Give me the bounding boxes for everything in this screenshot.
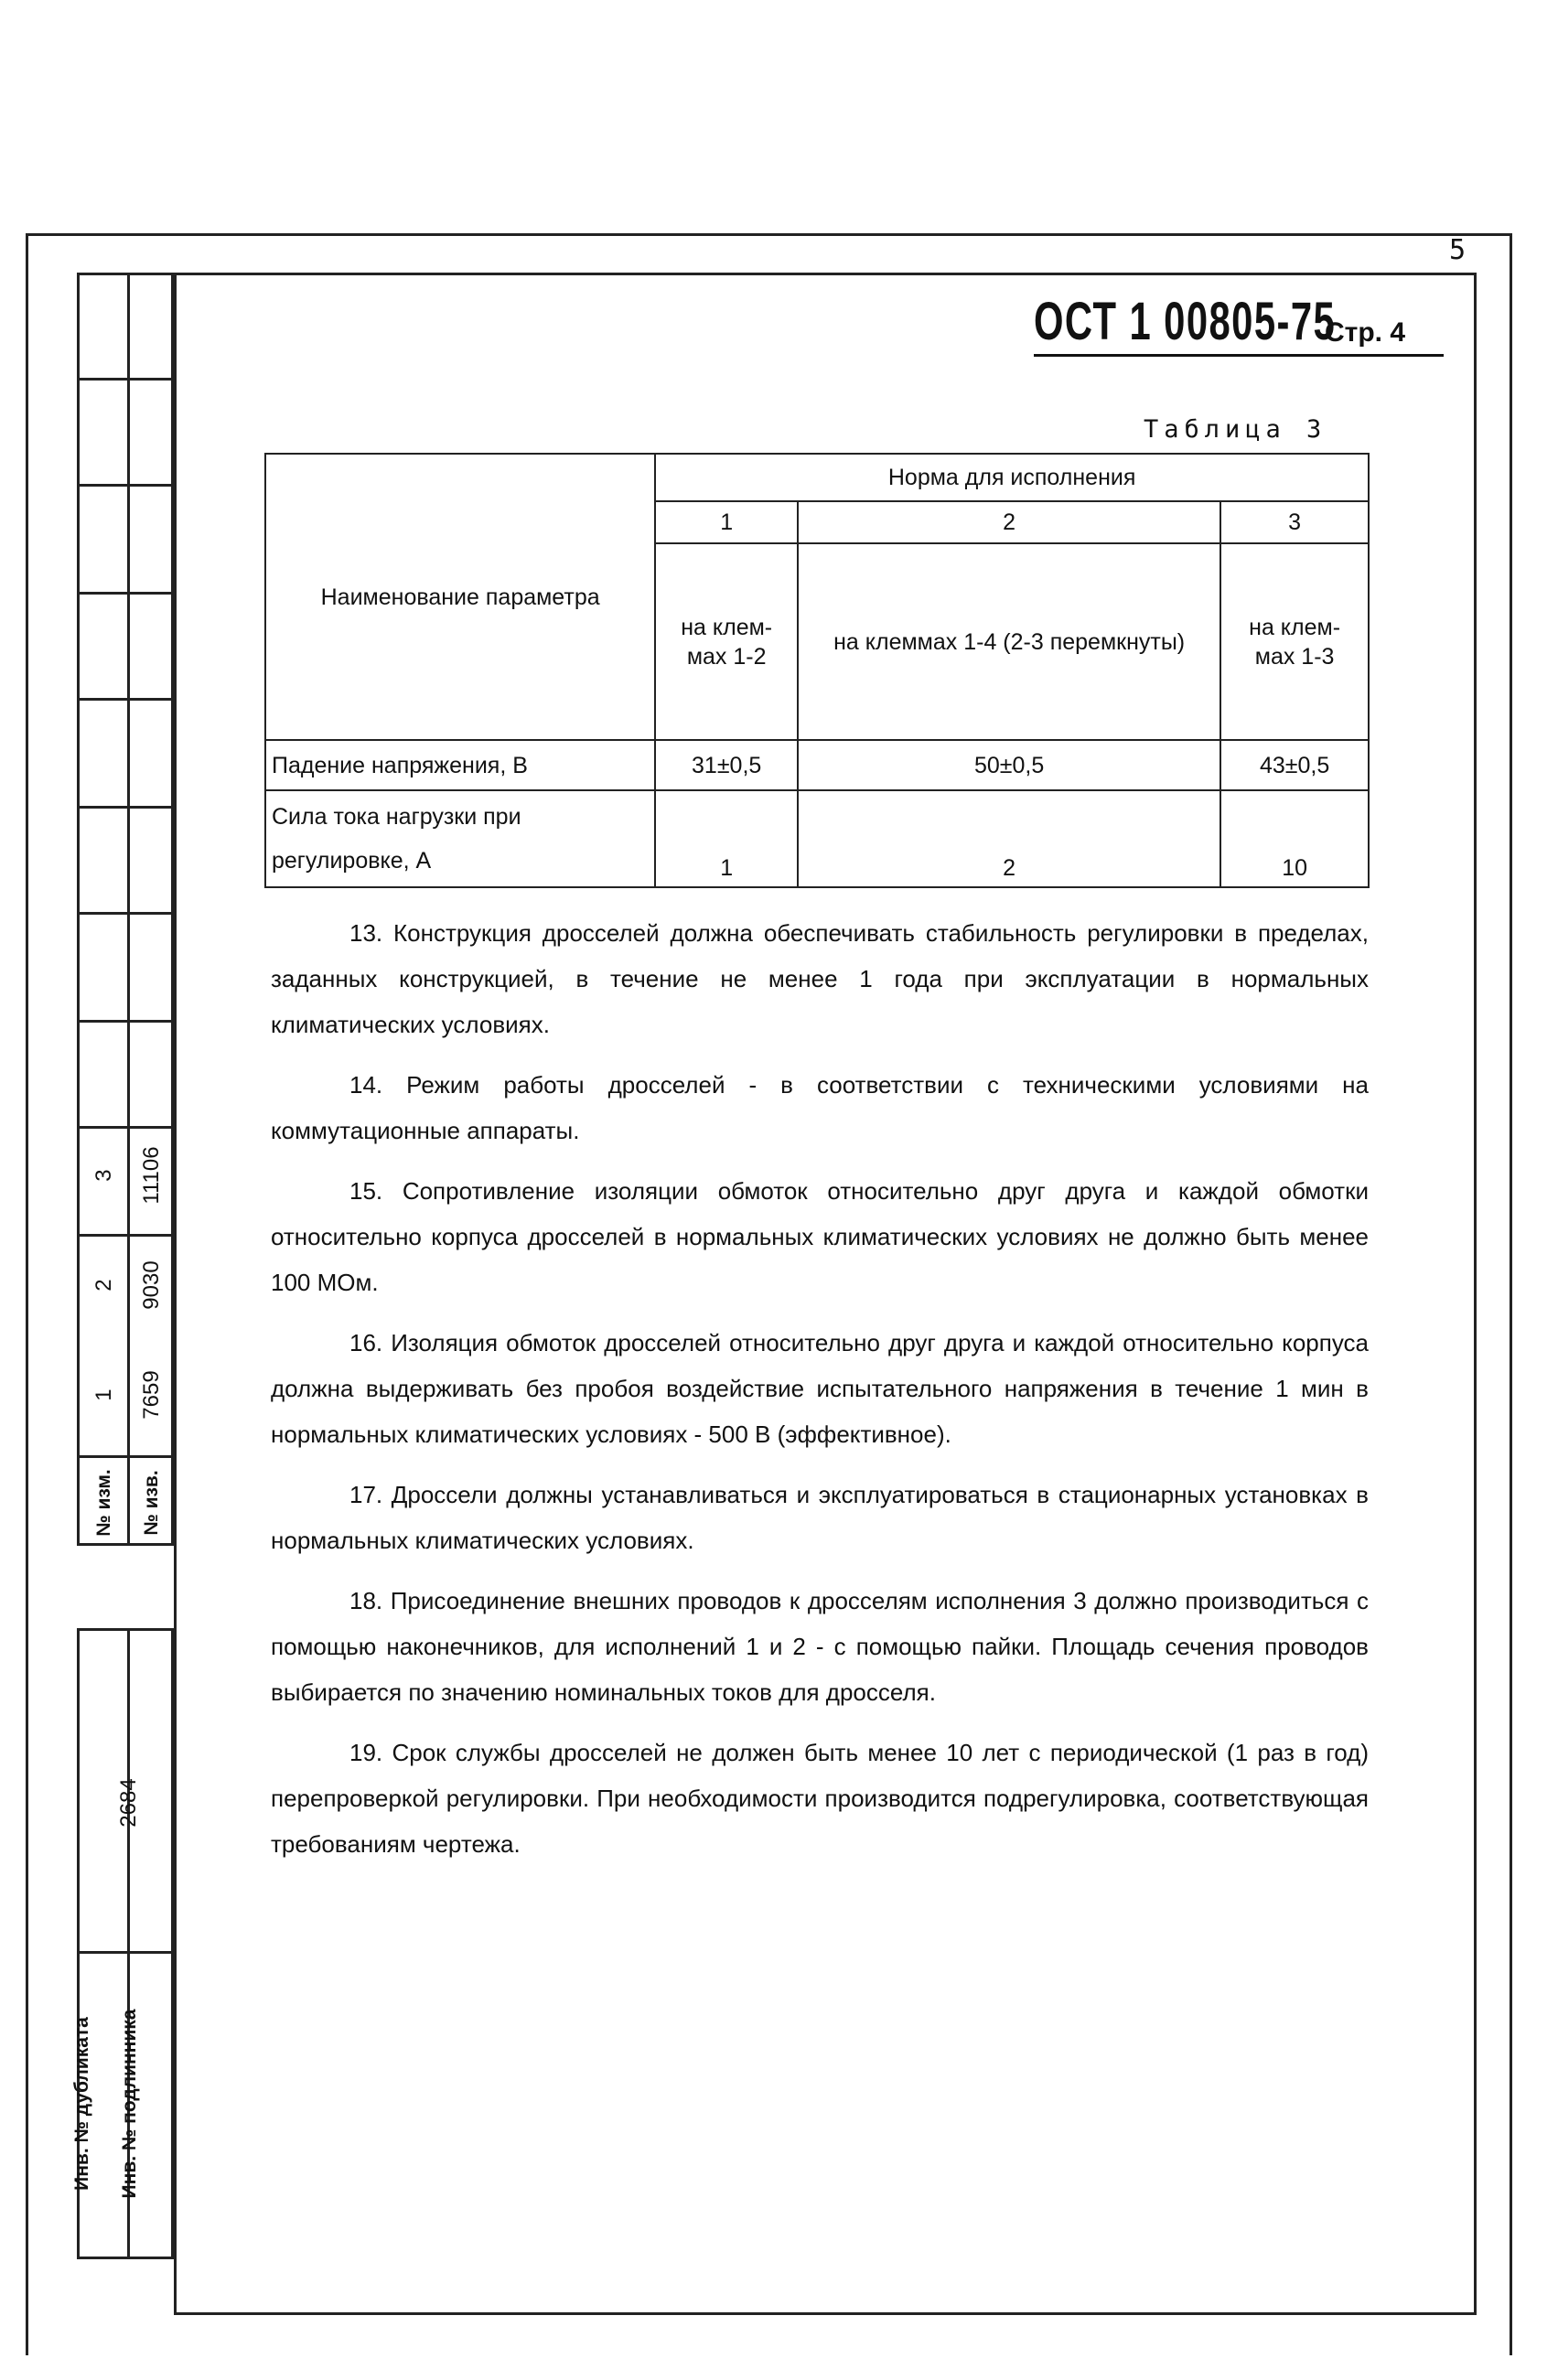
paragraph-13: 13. Конструкция дросселей должна обеспечивать стабильность регулировки в пределах, заданных конструкцией, в течение не менее 1 года при эксплуатации в нормальных климатических условиях. [271, 919, 1369, 1038]
notice-number-3: 11106 [139, 1146, 164, 1205]
row-name: Сила тока нагрузки при регулировке, А [265, 790, 655, 887]
row-value: 50±0,5 [798, 740, 1220, 790]
paragraph-15: 15. Сопротивление изоляции обмоток относительно друг друга и каждой обмотки относительно корпуса дросселей в нормальных климатических условиях не должно быть менее 100 МОм. [271, 1177, 1369, 1296]
page-number: 5 [1449, 234, 1467, 266]
exec-number-2: 2 [798, 501, 1220, 543]
change-number-3: 3 [91, 1169, 116, 1182]
change-number-2: 2 [91, 1279, 116, 1292]
standard-code: ОСТ 1 00805-75 [1034, 292, 1337, 351]
change-number-label: № изм. [93, 1469, 114, 1537]
paragraph-16: 16. Изоляция обмоток дросселей относительно друг друга и каждой относительно корпуса должна выдерживать без пробоя воздействие испытательного напряжения в течение 1 мин в нормальных климатических условиях - 500 В (эффективное). [271, 1329, 1369, 1448]
table-row [265, 790, 1369, 887]
paragraph-17: 17. Дроссели должны устанавливаться и эксплуатироваться в стационарных установках в нормальных климатических условиях. [271, 1481, 1369, 1554]
document-header [1034, 291, 1444, 357]
norm-header: Норма для исполнения [655, 454, 1369, 501]
notice-number-label: № изв. [141, 1470, 162, 1536]
stamp-inventory [71, 1628, 174, 2259]
notice-number-2: 9030 [139, 1260, 164, 1310]
paragraph-19: 19. Срок службы дросселей не должен быть менее 10 лет с периодической (1 раз в год) перепроверкой регулировки. При необходимости производится подрегулировка, соответствующая требованиям чертежа. [271, 1739, 1369, 1858]
row-name: Падение напряжения, В [265, 740, 655, 790]
original-inventory-value: 2684 [116, 1778, 141, 1828]
row-value: 1 [655, 790, 798, 887]
table-caption: Таблица 3 [1144, 415, 1327, 444]
terminals-1: на клем- мах 1-2 [655, 543, 798, 740]
exec-number-3: 3 [1220, 501, 1369, 543]
original-inventory-label: Инв. № подлинника [119, 2009, 140, 2199]
parameters-table [264, 453, 1370, 888]
param-header: Наименование параметра [265, 454, 655, 740]
exec-number-1: 1 [655, 501, 798, 543]
notice-number-1: 7659 [139, 1370, 164, 1420]
stamp-top-empty [77, 273, 174, 1546]
body-text [271, 910, 1369, 1881]
paragraph-18: 18. Присоединение внешних проводов к дросселям исполнения 3 должно производиться с помощью наконечников, для исполнений 1 и 2 - с помощью пайки. Площадь сечения проводов выбирается по значению номинальных токов для дросселя. [271, 1587, 1369, 1706]
row-value: 31±0,5 [655, 740, 798, 790]
terminals-2: на клеммах 1-4 (2-3 перемкнуты) [798, 543, 1220, 740]
paragraph-14: 14. Режим работы дросселей - в соответствии с техническими условиями на коммутационные аппараты. [271, 1071, 1369, 1144]
row-value: 10 [1220, 790, 1369, 887]
change-number-1: 1 [91, 1388, 116, 1401]
row-value: 43±0,5 [1220, 740, 1369, 790]
terminals-3: на клем- мах 1-3 [1220, 543, 1369, 740]
row-value: 2 [798, 790, 1220, 887]
duplicate-inventory-label: Инв. № дубликата [71, 2017, 92, 2191]
table-row [265, 740, 1369, 790]
page-label: Стр. 4 [1325, 317, 1406, 348]
